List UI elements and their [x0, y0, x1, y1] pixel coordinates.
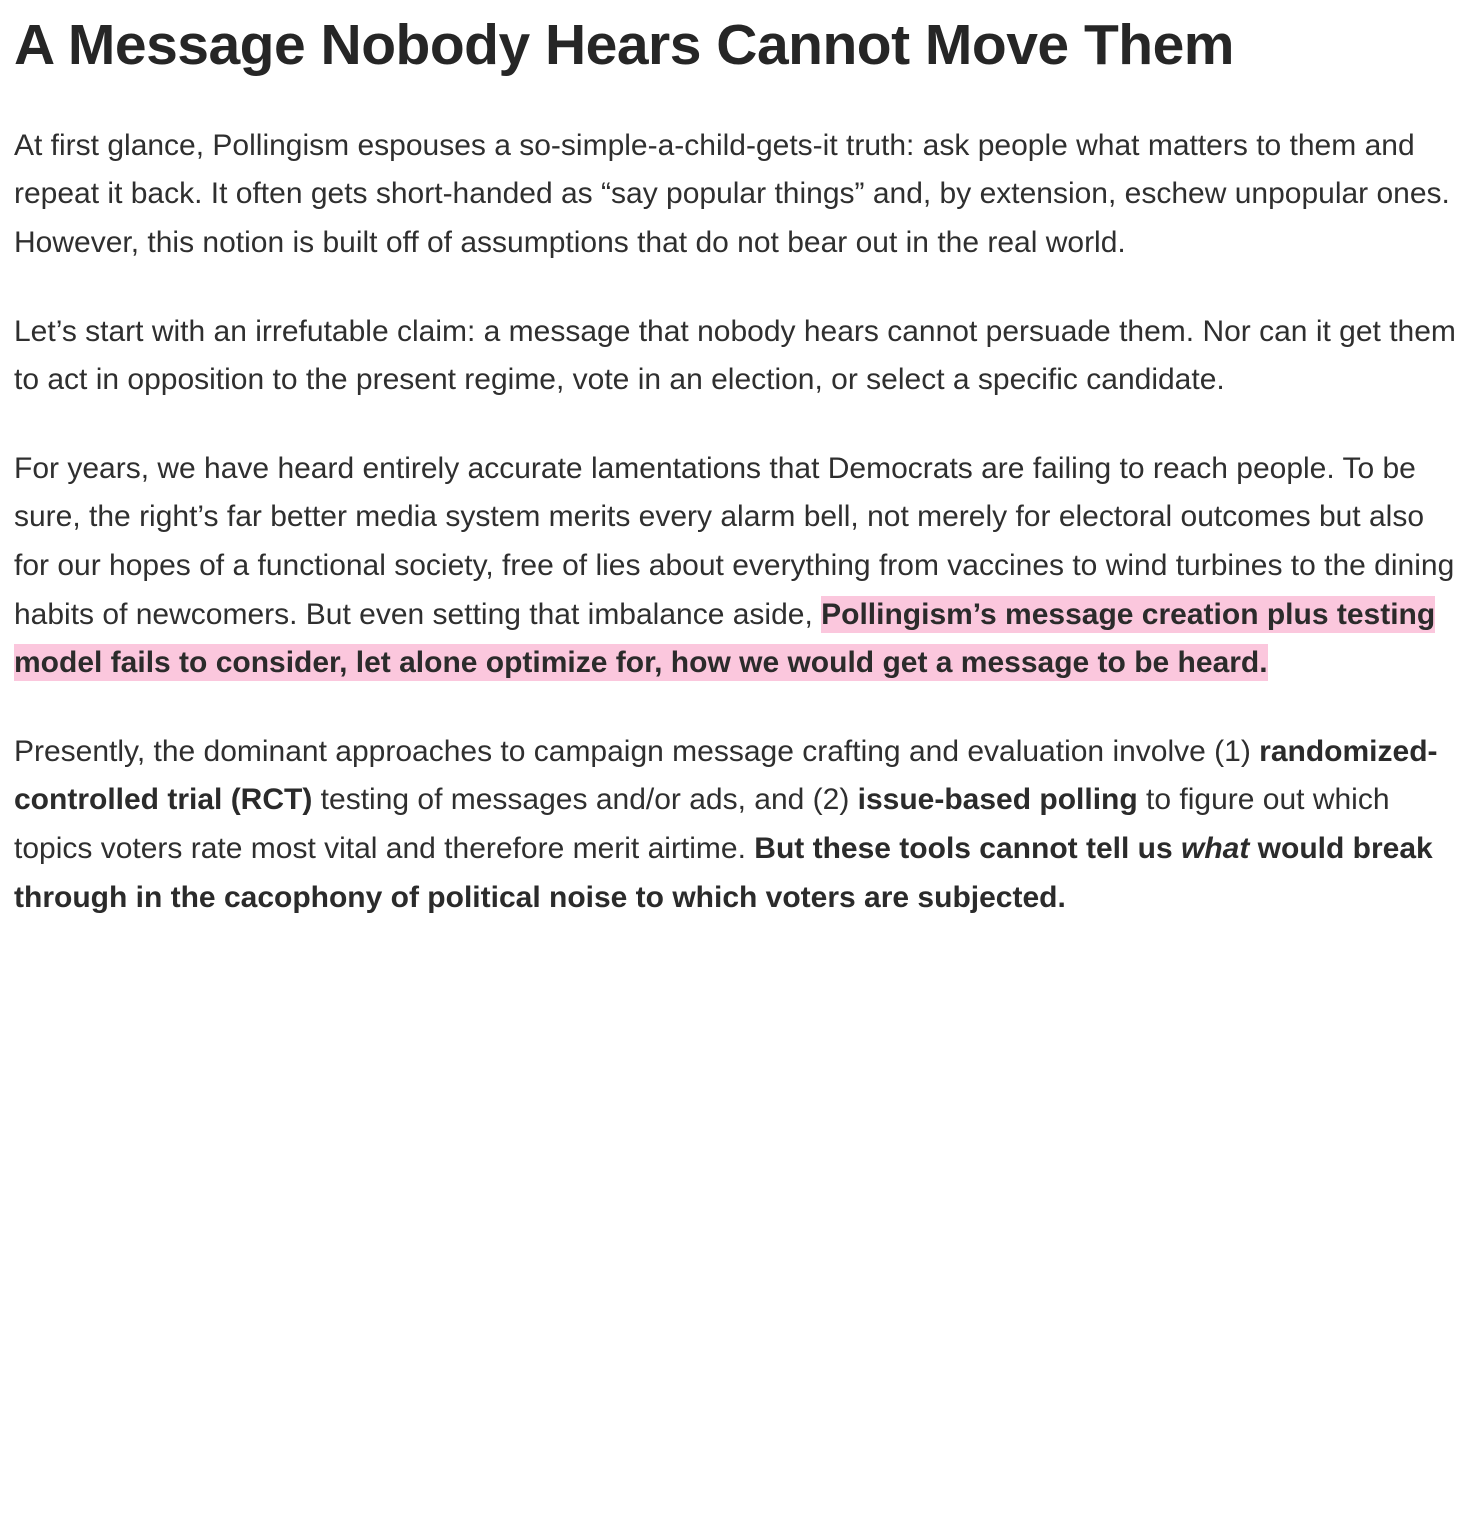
approaches-text-a: Presently, the dominant approaches to campaign message crafting and evaluation involve (1) [14, 734, 1260, 768]
conclusion-bold-b: would break through in the cacophony of political noise to which voters are subjected. [14, 831, 1433, 914]
term-rct: randomized-controlled trial (RCT) [14, 734, 1438, 817]
paragraph-irrefutable-claim: Let’s start with an irrefutable claim: a message that nobody hears cannot persuade them. Nor can it get them to act in opposition to the present regime, vote in an election, or select a specific candidate. [14, 314, 1456, 397]
paragraph-intro: At first glance, Pollingism espouses a so-simple-a-child-gets-it truth: ask people what matters to them and repeat it back. It often gets short-handed as “say popular things” and, by extension, eschew unpopular ones. However, this notion is built off of assumptions that do not bear out in the real world. [14, 128, 1450, 260]
highlighted-claim: Pollingism’s message creation plus testing model fails to consider, let alone optimize for, how we would get a message to be heard. [14, 597, 1436, 680]
paragraph-media-imbalance-lead: For years, we have heard entirely accurate lamentations that Democrats are failing to reach people. To be sure, the right’s far better media system merits every alarm bell, not merely for electoral outcomes but also for our hopes of a functional society, free of lies about everything from vaccines to wind turbines to the dining habits of newcomers. But even setting that imbalance aside, [14, 451, 1455, 631]
page-title: A Message Nobody Hears Cannot Move Them [14, 13, 1234, 77]
conclusion-bold-a: But these tools cannot tell us [754, 831, 1181, 865]
approaches-text-e: to figure out which topics voters rate most vital and therefore merit airtime. [14, 783, 1390, 865]
term-issue-based-polling: issue-based polling [857, 783, 1138, 817]
approaches-text-c: testing of messages and/or ads, and (2) [312, 783, 858, 817]
paragraph-dominant-approaches [14, 728, 1462, 922]
conclusion-emphasis-what: what [1181, 831, 1250, 865]
paragraph-media-imbalance [14, 445, 1462, 688]
